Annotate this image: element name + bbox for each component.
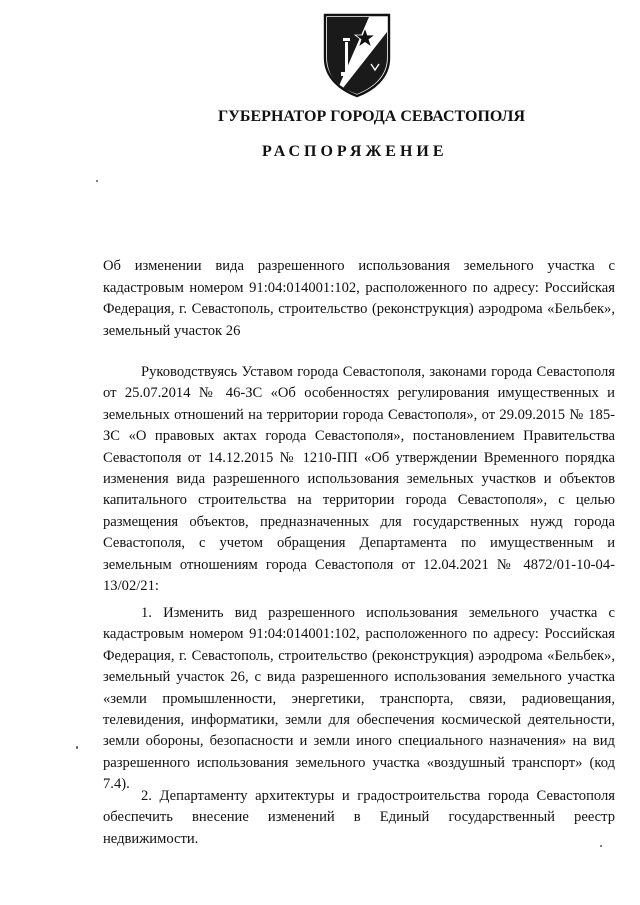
preamble-paragraph: Руководствуясь Уставом города Севастополя, законами города Севастополя от 25.07.2014 № 46-ЗС «Об особенностях регулирования имущественных и земельных отношений на территории города Севастополя», от 29.09.2015 № 185-ЗС «О правовых актах города Севастополя», постановлением Правительства Севастополя от 14.12.2015 № 1210-ПП «Об утверждении Временного порядка изменения вида разрешенного использования земельных участков и объектов капитального строительства на территории города Севастополя», с целью размещения объектов, предназначенных для государственных нужд города Севастополя, с учетом обращения Департамента по имущественным и земельным отношениям города Севастополя от 12.04.2021 № 4872/01-10-04-13/02/21: [103, 364, 615, 595]
order-item-1: 1. Изменить вид разрешенного использования земельного участка с кадастровым номером 91:04:014001:102, расположенного по адресу: Российская Федерация, г. Севастополь, строительство (реконструкция) аэродрома «Бельбек», земельный участок 26, с вида разрешенного использования земельного участка «земли промышленности, энергетики, транспорта, связи, радиовещания, телевидения, информатики, земли для обеспечения космической деятельности, земли обороны, безопасности и земли иного специального назначения» на вид разрешенного использования земельного участка «воздушный транспорт» (код 7.4). [103, 605, 615, 793]
document-type-title: РАСПОРЯЖЕНИЕ [262, 143, 448, 160]
order-item-2: 2. Департаменту архитектуры и градостроительства города Севастополя обеспечить внесение изменений в Единый государственный реестр недвижимости. [103, 788, 615, 847]
issuing-authority: ГУБЕРНАТОР ГОРОДА СЕВАСТОПОЛЯ [218, 108, 526, 125]
scan-speck [600, 845, 602, 847]
document-subject: Об изменении вида разрешенного использования земельного участка с кадастровым номером 91:04:014001:102, расположенного по адресу: Российская Федерация, г. Севастополь, строительство (реконструкция) аэродрома «Бельбек», земельный участок 26 [103, 258, 615, 339]
sevastopol-coat-of-arms-icon [321, 12, 393, 98]
scan-speck [96, 180, 98, 182]
scan-speck [76, 746, 78, 749]
